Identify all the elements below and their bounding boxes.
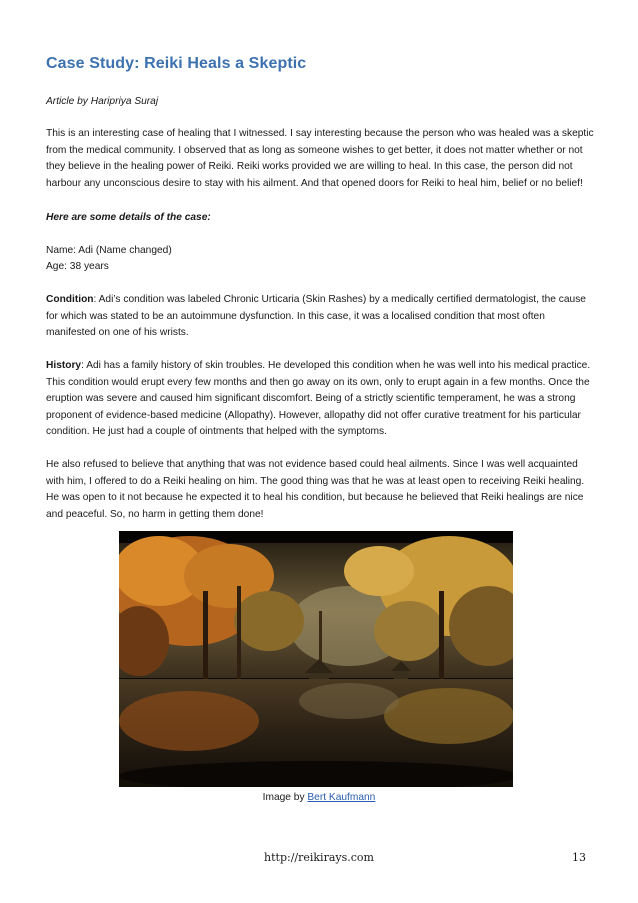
article-title: Case Study: Reiki Heals a Skeptic	[46, 55, 307, 72]
page-number: 13	[572, 851, 586, 864]
refusal-paragraph: He also refused to believe that anything that was not evidence based could heal ailments. Since I was well acquainted with him, I offered to do a Reiki healing on him. The good thing was that he was at least open to receiving Reiki healing. He was open to it not because he expected it to heal his condition, but because he believed that Reiki healings are nice and peaceful. So, no harm in getting them done!	[46, 459, 585, 520]
photographer-credit-link[interactable]: Bert Kaufmann	[307, 792, 376, 803]
name-line: Name: Adi (Name changed)	[46, 244, 172, 256]
intro-paragraph: This is an interesting case of healing that I witnessed. I say interesting because the person who was healed was a skeptic from the medical community. I observed that as long as someone wishes to get better, it does not matter whether or not they believe in the healing power of Reiki. Reiki works provided we are willing to heal. In this case, the person did not harbour any unconscious desire to stay with his ailment. And that opened doors for Reiki to heal him, belief or no belief!	[46, 128, 594, 189]
condition-paragraph	[46, 292, 594, 342]
caption-prefix: Image by	[262, 792, 308, 803]
condition-text: : Adi’s condition was labeled Chronic Urticaria (Skin Rashes) by a medically certified dermatologist, the cause for which was stated to be an autoimmune dysfunction. In this case, it was a localised condition that most often manifested on one of his wrists.	[46, 294, 586, 338]
autumn-pond-photo	[119, 531, 513, 787]
age-line: Age: 38 years	[46, 261, 109, 272]
article-body	[46, 55, 594, 523]
condition-label: Condition	[46, 294, 94, 305]
history-paragraph	[46, 358, 594, 441]
image-caption	[0, 792, 638, 803]
article-byline: Article by Haripriya Suraj	[46, 96, 159, 107]
autumn-landscape-image	[119, 531, 513, 787]
history-label: History	[46, 360, 82, 371]
footer-url: http://reikirays.com	[264, 851, 374, 864]
history-text: : Adi has a family history of skin troubles. He developed this condition when he was well into his medical practice. This condition would erupt every few months and then go away on its own, only to erupt again in a few months. Once the eruption was severe and caused him significant discomfort. Being of a strictly scientific temperament, he was a strong proponent of evidence-based medicine (Allopathy). However, allopathy did not offer curative treatment for his particular condition. He just had a couple of ointments that helped with the symptoms.	[46, 360, 591, 437]
details-subheading: Here are some details of the case:	[46, 212, 211, 223]
